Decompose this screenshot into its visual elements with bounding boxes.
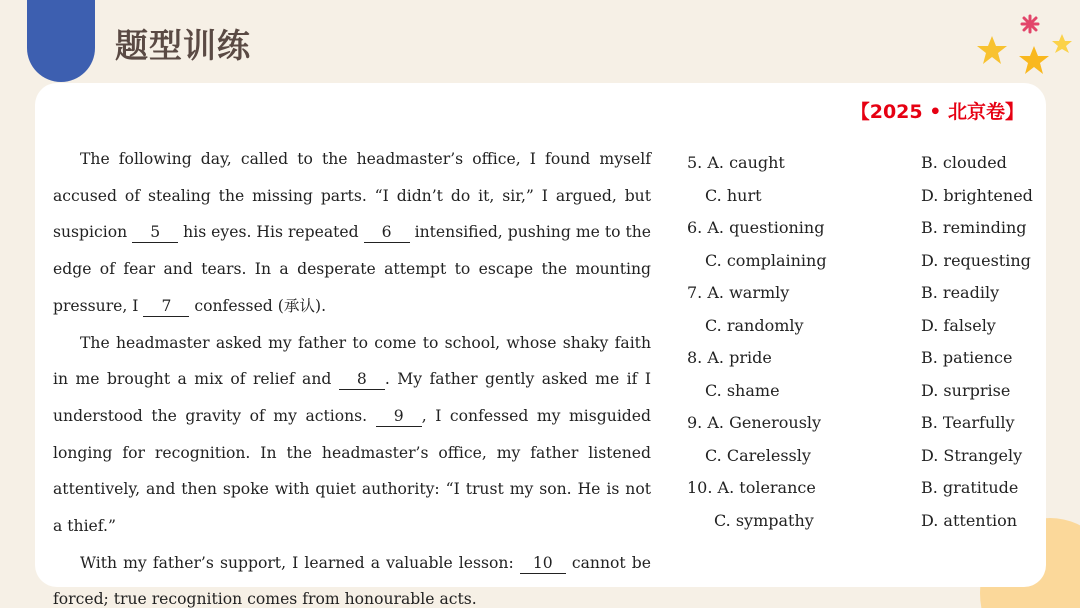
blank-7: 7: [143, 297, 189, 317]
blank-8: 8: [339, 370, 385, 390]
blank-10: 10: [520, 554, 566, 574]
sparkle-icon: [1022, 16, 1038, 32]
star-icon: [1052, 34, 1072, 53]
option-left: 8. A. pride: [687, 348, 772, 367]
blank-9: 9: [376, 407, 422, 427]
option-right: B. readily: [921, 283, 1000, 302]
header-tab-decoration: [27, 0, 95, 82]
option-row: [687, 413, 1027, 446]
text-span: , I confessed my misguided longing for recognition. In the headmaster’s office, my father listened attentively, and then spoke with quiet authority: “I trust my son. He is not a thief.”: [53, 406, 652, 536]
star-icon: [1019, 46, 1049, 74]
option-right: D. Strangely: [921, 445, 1023, 465]
option-right: B. patience: [921, 348, 1013, 367]
option-right: B. Tearfully: [921, 413, 1015, 432]
option-row: [687, 185, 1033, 219]
answer-options: [687, 153, 1033, 543]
blank-5: 5: [132, 223, 178, 243]
page-title: 题型训练: [115, 26, 251, 65]
text-span: his eyes. His repeated: [178, 223, 364, 242]
option-left: C. complaining: [705, 250, 827, 270]
text-span: cannot be forced; true recognition comes from honourable acts.: [53, 553, 651, 608]
option-row: [687, 218, 1027, 251]
text-span: . My father gently asked me if I understood the gravity of my actions.: [53, 370, 651, 425]
option-right: D. falsely: [921, 315, 996, 335]
option-row: [687, 316, 1027, 349]
paragraph-1: [53, 141, 651, 325]
option-row: [687, 283, 1027, 316]
content-card: [35, 83, 1046, 608]
option-row: [687, 348, 1027, 381]
option-right: B. gratitude: [921, 478, 1019, 497]
option-left: C. shame: [705, 380, 780, 400]
cloze-passage: [53, 141, 651, 608]
option-row: [687, 381, 1027, 414]
option-left: C. Carelessly: [705, 445, 811, 465]
text-span: confessed (承认).: [189, 296, 327, 315]
option-row: [687, 250, 1031, 284]
option-row: [687, 446, 1027, 479]
text-span: The headmaster asked my father to come to school, whose shaky faith in me brought a mix of relief and: [53, 333, 651, 389]
option-left: 5. A. caught: [687, 153, 785, 172]
option-row: [687, 478, 1027, 511]
option-right: D. attention: [921, 510, 1018, 530]
option-right: B. reminding: [921, 218, 1027, 237]
option-right: D. brightened: [921, 185, 1033, 205]
option-row: [687, 511, 1027, 544]
paragraph-3: [53, 545, 651, 608]
text-span: intensified, pushing me to the edge of fear and tears. In a desperate attempt to escape the mounting pressure, I: [53, 223, 651, 315]
option-right: B. clouded: [921, 153, 1007, 172]
option-left: C. randomly: [705, 315, 804, 335]
option-right: D. surprise: [921, 380, 1011, 400]
source-label: 【2025 • 北京卷】: [850, 101, 1024, 123]
option-row: [687, 153, 1027, 186]
star-icon: [977, 36, 1007, 64]
option-right: D. requesting: [921, 250, 1031, 270]
option-left: 9. A. Generously: [687, 413, 822, 432]
option-left: 6. A. questioning: [687, 218, 825, 237]
option-left: 7. A. warmly: [687, 283, 790, 302]
text-span: The following day, called to the headmaster’s office, I found myself accused of stealing the missing parts. “I didn’t do it, sir,” I argued, but suspicion: [53, 150, 651, 242]
option-left: C. hurt: [705, 185, 762, 205]
text-span: With my father’s support, I learned a valuable lesson:: [80, 553, 520, 572]
option-left: 10. A. tolerance: [687, 478, 816, 497]
option-left: C. sympathy: [714, 510, 814, 530]
blank-6: 6: [364, 223, 410, 243]
star-decoration-icon: [970, 8, 1080, 88]
paragraph-2: [53, 325, 651, 545]
